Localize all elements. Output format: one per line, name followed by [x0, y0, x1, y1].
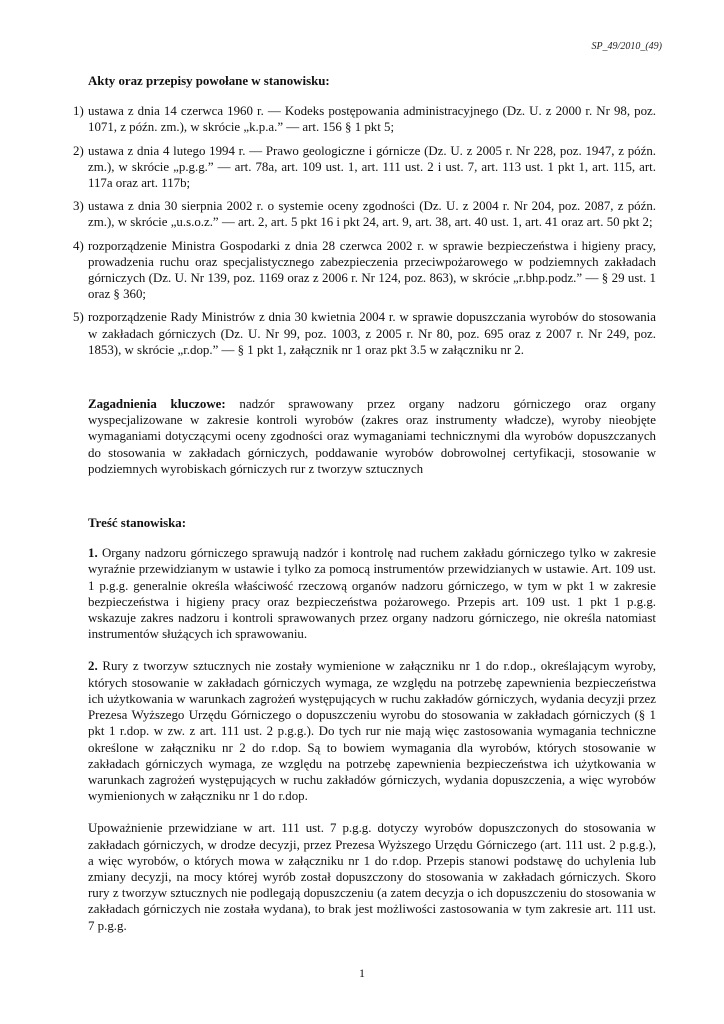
list-number: 5) [73, 310, 84, 325]
list-item-text: ustawa z dnia 14 czerwca 1960 r. — Kodeks postępowania administracyjnego (Dz. U. z 2000 r. Nr 98, poz. 1071, z późn. zm.), w skrócie „k.p.a.” — art. 156 § 1 pkt 5; [88, 104, 656, 135]
acts-list-item [73, 103, 656, 135]
list-item-text: ustawa z dnia 30 sierpnia 2002 r. o systemie oceny zgodności (Dz. U. z 2004 r. Nr 204, poz. 2087, z późn. zm.), w skrócie „u.s.o.z.” — art. 2, art. 5 pkt 16 i pkt 24, art. 9, art. 38, art. 40 ust. 1, art. 41 oraz art. 50 pkt 2; [88, 199, 656, 230]
acts-list [73, 103, 656, 358]
list-number: 1) [73, 104, 84, 119]
list-number: 2) [73, 143, 84, 158]
content-paragraph [88, 545, 656, 642]
acts-list-item [73, 198, 656, 230]
key-issues-label: Zagadnienia kluczowe: [88, 397, 226, 412]
list-number: 4) [73, 238, 84, 253]
list-item-text: rozporządzenie Ministra Gospodarki z dnia 28 czerwca 2002 r. w sprawie bezpieczeństwa i higieny pracy, prowadzenia ruchu oraz specjalistycznego zabezpieczenia przeciwpożarowego w podziemnych zakładach górniczych (Dz. U. Nr 139, poz. 1169 oraz z 2006 r. Nr 124, poz. 863), w skrócie „r.bhp.podz.” — § 29 ust. 1 oraz § 360; [88, 238, 656, 302]
paragraph-number: 1. [88, 546, 98, 561]
list-item-text: ustawa z dnia 4 lutego 1994 r. — Prawo geologiczne i górnicze (Dz. U. z 2005 r. Nr 228, poz. 1947, z późn. zm.), w skrócie „p.g.g.” — art. 78a, art. 109 ust. 1, art. 111 ust. 2 i ust. 7, art. 113 ust. 1 pkt 1, art. 115, art. 117a oraz art. 117b; [88, 143, 656, 191]
paragraph-text: Organy nadzoru górniczego sprawują nadzór i kontrolę nad ruchem zakładu górniczego tylko w zakresie wyraźnie przewidzianym w ustawie i tylko za pomocą instrumentów przewidzianych w ustawie. Art. 109 ust. 1 p.g.g. generalnie określa właściwość rzeczową organów nadzoru górniczego, w tym w pkt 1 w zakresie bezpieczeństwa i higieny pracy oraz bezpieczeństwa pożarowego. Przepis art. 109 ust. 1 pkt 1 p.g.g. wskazuje zakres nadzoru i kontroli sprawowanych przez organy nadzoru górniczego, nie określa natomiast instrumentów służących ich sprawowaniu. [88, 546, 656, 642]
content-heading: Treść stanowiska: [88, 516, 186, 531]
acts-heading: Akty oraz przepisy powołane w stanowisku: [88, 74, 330, 88]
paragraph-text: Upoważnienie przewidziane w art. 111 ust. 7 p.g.g. dotyczy wyrobów dopuszczonych do stosowania w zakładach górniczych, w drodze decyzji, przez Prezesa Wyższego Urzędu Górniczego (art. 111 ust. 2 p.g.g.), a więc wyrobów, o których mowa w załączniku nr 1 do r.dop. Przepis stanowi podstawę do uchylenia lub zmiany decyzji, na mocy której wyrób został dopuszczony do stosowania w zakładach górniczych. Skoro rury z tworzyw sztucznych nie podlegają dopuszczeniu (a zatem decyzja o ich dopuszczeniu do stosowania w zakładach górniczych nie została wydana), to brak jest możliwości zastosowania w tym zakresie art. 111 ust. 7 p.g.g. [88, 821, 656, 933]
acts-list-item [73, 309, 656, 358]
key-issues-paragraph [88, 396, 656, 477]
key-issues-text: nadzór sprawowany przez organy nadzoru górniczego oraz organy wyspecjalizowane w zakresie kontroli wyrobów (zakres oraz instrumenty władcze), wyroby nieobjęte wymaganiami dotyczącymi oceny zgodności oraz wymaganiami technicznymi dla wyrobów dopuszczanych do stosowania w zakładach górniczych, poddawanie wyrobów dobrowolnej certyfikacji, stosowanie w podziemnych wyrobiskach górniczych rur z tworzyw sztucznych [88, 397, 656, 476]
document-body [73, 73, 656, 950]
paragraph-text: Rury z tworzyw sztucznych nie zostały wymienione w załączniku nr 1 do r.dop., określającym wyroby, których stosowanie w zakładach górniczych wymaga, ze względu na potrzebę zapewnienia bezpieczeństwa ich użytkowania w warunkach zagrożeń występujących w ruchu zakładów górniczych, wydania decyzji przez Prezesa Wyższego Urzędu Górniczego o dopuszczeniu wyrobu do stosowania w zakładach górniczych (§ 1 pkt 1 r.dop. w zw. z art. 111 ust. 2 p.g.g.). Do tych rur nie mają więc zastosowania wymagania techniczne określone w załączniku nr 2 do r.dop. Są to bowiem wymagania dla wyrobów, których stosowanie w zakładach górniczych wymaga, ze względu na potrzebę zapewnienia bezpieczeństwa ich użytkowania w warunkach zagrożeń występujących w ruchu zakładów górniczych, wydania dopuszczenia, a więc wyrobów wymienionych w załączniku nr 1 do r.dop. [88, 659, 656, 804]
list-item-text: rozporządzenie Rady Ministrów z dnia 30 kwietnia 2004 r. w sprawie dopuszczania wyrobów do stosowania w zakładach górniczych (Dz. U. Nr 99, poz. 1003, z 2005 r. Nr 80, poz. 695 oraz z 2007 r. Nr 249, poz. 1853), w skrócie „r.dop.” — § 1 pkt 1, załącznik nr 1 oraz pkt 3.5 w załączniku nr 2. [88, 310, 656, 357]
paragraph-number: 2. [88, 659, 98, 674]
content-paragraph [88, 658, 656, 804]
content-paragraph [88, 820, 656, 933]
acts-list-item [73, 143, 656, 192]
document-reference: SP_49/2010_(49) [591, 41, 662, 52]
acts-list-item [73, 238, 656, 303]
page-number: 1 [359, 966, 365, 980]
list-number: 3) [73, 199, 84, 214]
